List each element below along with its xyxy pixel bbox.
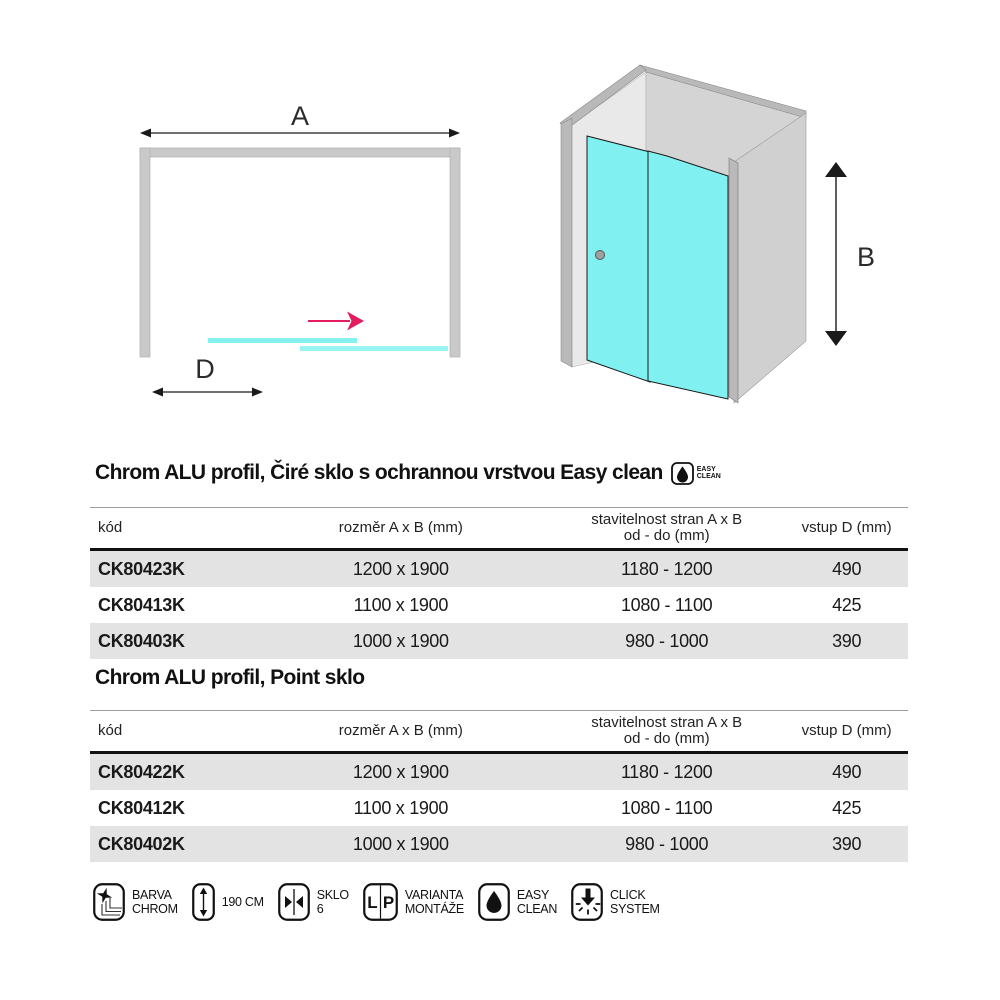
feature-label: BARVA CHROM	[132, 888, 178, 916]
slide-direction-arrow	[308, 312, 364, 331]
feature-label: CLICK SYSTEM	[610, 888, 660, 916]
dimension-b-label: B	[857, 242, 876, 272]
glass-panel-line-1	[208, 338, 357, 343]
top-view-diagram	[110, 80, 510, 420]
table-row: CK80422K 1200 x 1900 1180 - 1200 490	[90, 753, 908, 791]
feature-label: VARIANTA MONTÁŽE	[404, 888, 464, 916]
col-header-vstup: vstup D (mm)	[801, 519, 892, 536]
easy-clean-badge-label: EASY CLEAN	[696, 465, 721, 480]
lp-variant-icon	[363, 883, 398, 921]
glass-thickness-icon	[278, 883, 310, 921]
click-system-icon	[571, 883, 603, 921]
col-header-kod: kód	[98, 722, 123, 739]
col-header-rozmer: rozměr A x B (mm)	[338, 519, 463, 536]
table-header-row	[90, 508, 908, 550]
isometric-diagram	[540, 50, 960, 420]
feature-easy-clean	[478, 883, 557, 921]
feature-sklo	[278, 883, 349, 921]
table-header-row	[90, 711, 908, 753]
drop-icon	[478, 883, 510, 921]
table-row: CK80413K 1100 x 1900 1080 - 1100 425	[98, 594, 862, 615]
feature-label: 190 CM	[221, 895, 264, 909]
spec-table-point	[90, 710, 908, 862]
right-wall	[734, 113, 806, 403]
col-header-kod: kód	[98, 519, 123, 536]
feature-label: EASY CLEAN	[516, 888, 558, 916]
right-profile	[729, 158, 738, 403]
feature-height	[192, 883, 264, 921]
feature-click-system	[571, 883, 660, 921]
col-header-rozmer: rozměr A x B (mm)	[338, 722, 463, 739]
dimension-d-label: D	[195, 354, 215, 384]
glass-door-left	[587, 136, 650, 382]
table-row: CK80402K 1000 x 1900 980 - 1000 390	[90, 826, 908, 862]
svg-text:L: L	[367, 893, 378, 912]
glass-panel-line-2	[300, 346, 448, 351]
table-row: CK80412K 1100 x 1900 1080 - 1100 425	[98, 797, 862, 818]
feature-varianta-montaze	[363, 883, 464, 921]
spec-table-easy-clean	[90, 507, 908, 659]
chrome-color-icon	[93, 883, 125, 921]
drop-icon	[671, 462, 694, 485]
door-knob	[596, 251, 605, 260]
left-profile	[561, 118, 572, 367]
dimension-b-arrow	[825, 162, 847, 346]
col-header-vstup: vstup D (mm)	[801, 722, 892, 739]
frame-top-view	[140, 148, 460, 357]
dimension-a-label: A	[290, 101, 310, 131]
easy-clean-badge	[671, 462, 721, 485]
dimension-d-arrow	[152, 388, 263, 397]
glass-door-right	[648, 151, 728, 399]
feature-barva-chrom	[93, 883, 178, 921]
col-header-stavitelnost: stavitelnost stran A x B od - do (mm)	[591, 511, 743, 544]
height-arrow-icon	[192, 883, 215, 921]
svg-text:P: P	[382, 893, 395, 912]
section2-title-row	[95, 666, 364, 690]
col-header-stavitelnost: stavitelnost stran A x B od - do (mm)	[591, 714, 743, 747]
feature-label: SKLO 6	[316, 888, 349, 916]
feature-icon-row	[93, 883, 660, 921]
section2-title: Chrom ALU profil, Point sklo	[95, 666, 365, 689]
section1-title: Chrom ALU profil, Čiré sklo s ochrannou vrstvou Easy clean	[95, 461, 663, 484]
section1-title-row	[95, 461, 721, 485]
table-row: CK80423K 1200 x 1900 1180 - 1200 490	[90, 550, 908, 588]
table-row: CK80403K 1000 x 1900 980 - 1000 390	[90, 623, 908, 659]
